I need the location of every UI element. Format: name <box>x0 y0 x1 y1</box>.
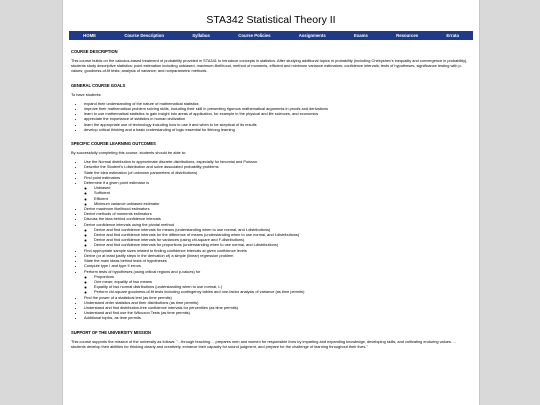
list-item: • State the main ideas behind tests of hypotheses <box>84 258 471 263</box>
list-item: • learn the appropriate use of technology including how to use it and when to be skeptical of its results <box>84 122 471 127</box>
list-item: • Derive (or at least justify steps in the derivation of) a simple (linear) regression problem <box>84 253 471 258</box>
outcomes-intro: By successfully completing this course, students should be able to: <box>71 150 187 156</box>
sub-list-item: ◦ Perform chi-square goodness-of-fit tests including contingency tables and one-factor analysis of variance (as time permits) <box>94 289 471 294</box>
description-text: This course builds on the calculus-based treatment of probability provided in STA341 to introduce concepts in statistics. After studying additional topics in probability (including Chebyshev's inequality and convergence in probability), students study descriptive statistics; point estimation including unbiased, maximum likelihood, method of moments, efficient and minimum variance estimators; confidence intervals; tests of hypotheses, significance testing with p-values; goodness-of-fit tests; analysis of variance; and nonparametric methods. <box>71 58 468 74</box>
page-title: STA342 Statistical Theory II <box>206 14 336 26</box>
nav-bar <box>69 31 473 40</box>
list-item: • improve their mathematical problem solving skills, including their skill in presenting rigorous mathematical arguments in proofs and derivations <box>84 106 471 111</box>
list-item <box>84 222 471 248</box>
list-item: • expand their understanding of the nature of mathematical statistics <box>84 101 471 106</box>
list-item-text: Perform tests of hypotheses (using critical regions and p-values) for <box>84 268 201 274</box>
list-item: • Discuss the idea behind confidence intervals <box>84 216 471 221</box>
sub-list-item: ◦ Proportions <box>94 274 471 279</box>
tests-sublist <box>84 274 471 295</box>
nav-exams[interactable]: Exams <box>354 33 368 38</box>
list-item: • Understand and find use the Wilcoxon Tests (as time permits) <box>84 310 471 315</box>
goals-list <box>71 101 471 132</box>
sub-list-item: ◦ Efficient <box>94 196 471 201</box>
sub-list-item: ◦ Derive and find confidence intervals for proportions (understanding when to use normal, and t-distributions) <box>94 242 471 247</box>
sub-list-item: ◦ Derive and find confidence intervals for means (understanding when to use normal, and t-distributions) <box>94 227 471 232</box>
list-item: • Additional topics, as time permits. <box>84 315 471 320</box>
nav-errata[interactable]: Errata <box>446 33 459 38</box>
nav-course-description[interactable]: Course Description <box>124 33 164 38</box>
list-item: • develop critical thinking and a basic understanding of logic essential for lifelong learning <box>84 127 471 132</box>
list-item: • Derive methods of moments estimators <box>84 211 471 216</box>
main-content <box>63 49 479 349</box>
section-heading-goals: GENERAL COURSE GOALS <box>71 82 126 88</box>
outcomes-list <box>71 159 471 320</box>
sub-list-item: ◦ Minimum variance unbiased estimator <box>94 201 471 206</box>
nav-syllabus[interactable]: Syllabus <box>192 33 210 38</box>
list-item: • Understand and find distribution-free confidence intervals for percentiles (as time permits) <box>84 305 471 310</box>
section-heading-outcomes: SPECIFIC COURSE LEARNING OUTCOMES <box>71 141 156 147</box>
list-item: • Derive maximum likelihood estimators <box>84 206 471 211</box>
sub-list-item: ◦ Unbiased <box>94 185 471 190</box>
list-item: • Use the Normal distribution to approximate discrete distributions, especially for binomial and Poisson. <box>84 159 471 164</box>
nav-course-policies[interactable]: Course Policies <box>238 33 271 38</box>
list-item <box>84 269 471 295</box>
list-item: • Compute type I and type II errors <box>84 263 471 268</box>
sub-list-item: ◦ Sufficient <box>94 190 471 195</box>
sub-list-item: ◦ Equality of two normal distributions (understanding when to use normal, t-) <box>94 284 471 289</box>
sub-list-item: ◦ Derive and find confidence intervals for variances (using chi-square and F-distributions) <box>94 237 471 242</box>
list-item: • Find point estimators <box>84 175 471 180</box>
mission-text: This course supports the mission of the university as follows: "...through teaching ... prepares men and women for responsible lives by imparting and expanding knowledge, developing skills, and cultivating enduring values. ... students develop their abilities for thinking clearly and creatively, enhance their capacity for sound judgment, and prepare for the challenge of learning throughout their lives." <box>71 338 457 349</box>
page-container <box>62 0 480 405</box>
list-item: • State the idea estimation (of unknown parameters of distributions) <box>84 170 471 175</box>
nav-home[interactable]: HOME <box>83 33 97 38</box>
goals-intro: To have students: <box>71 91 102 97</box>
nav-assignments[interactable]: Assignments <box>298 33 326 38</box>
list-item-text: Determine if a given point estimator is <box>84 180 150 186</box>
nav-resources[interactable]: Resources <box>396 33 419 38</box>
list-item: • Find the power of a statistical test (as time permits) <box>84 295 471 300</box>
list-item: • learn to use mathematical statistics to gain insight into areas of application, for example in the physical and life sciences, and economics <box>84 111 471 116</box>
list-item: • Understand order statistics and their distributions (as time permits) <box>84 300 471 305</box>
list-item: • Describe the Student's t-distribution and solve associated probability problems <box>84 164 471 169</box>
list-item: • appreciate the importance of statistics in human civilization <box>84 116 471 121</box>
estimator-sublist <box>84 185 471 206</box>
list-item-text: Derive confidence intervals using the pivotal method <box>84 221 174 227</box>
ci-sublist <box>84 227 471 248</box>
section-heading-description: COURSE DESCRIPTION <box>71 49 118 54</box>
sub-list-item: ◦ Derive and find confidence intervals for the difference of means (understanding when to use normal, and t-distributions) <box>94 232 471 237</box>
sub-list-item: ◦ One mean; equality of two means <box>94 279 471 284</box>
list-item <box>84 180 471 206</box>
section-heading-mission: SUPPORT OF THE UNIVERSITY MISSION <box>71 329 151 335</box>
list-item: • Find appropriate sample sizes related to finding confidence intervals at given confidence levels <box>84 248 471 253</box>
